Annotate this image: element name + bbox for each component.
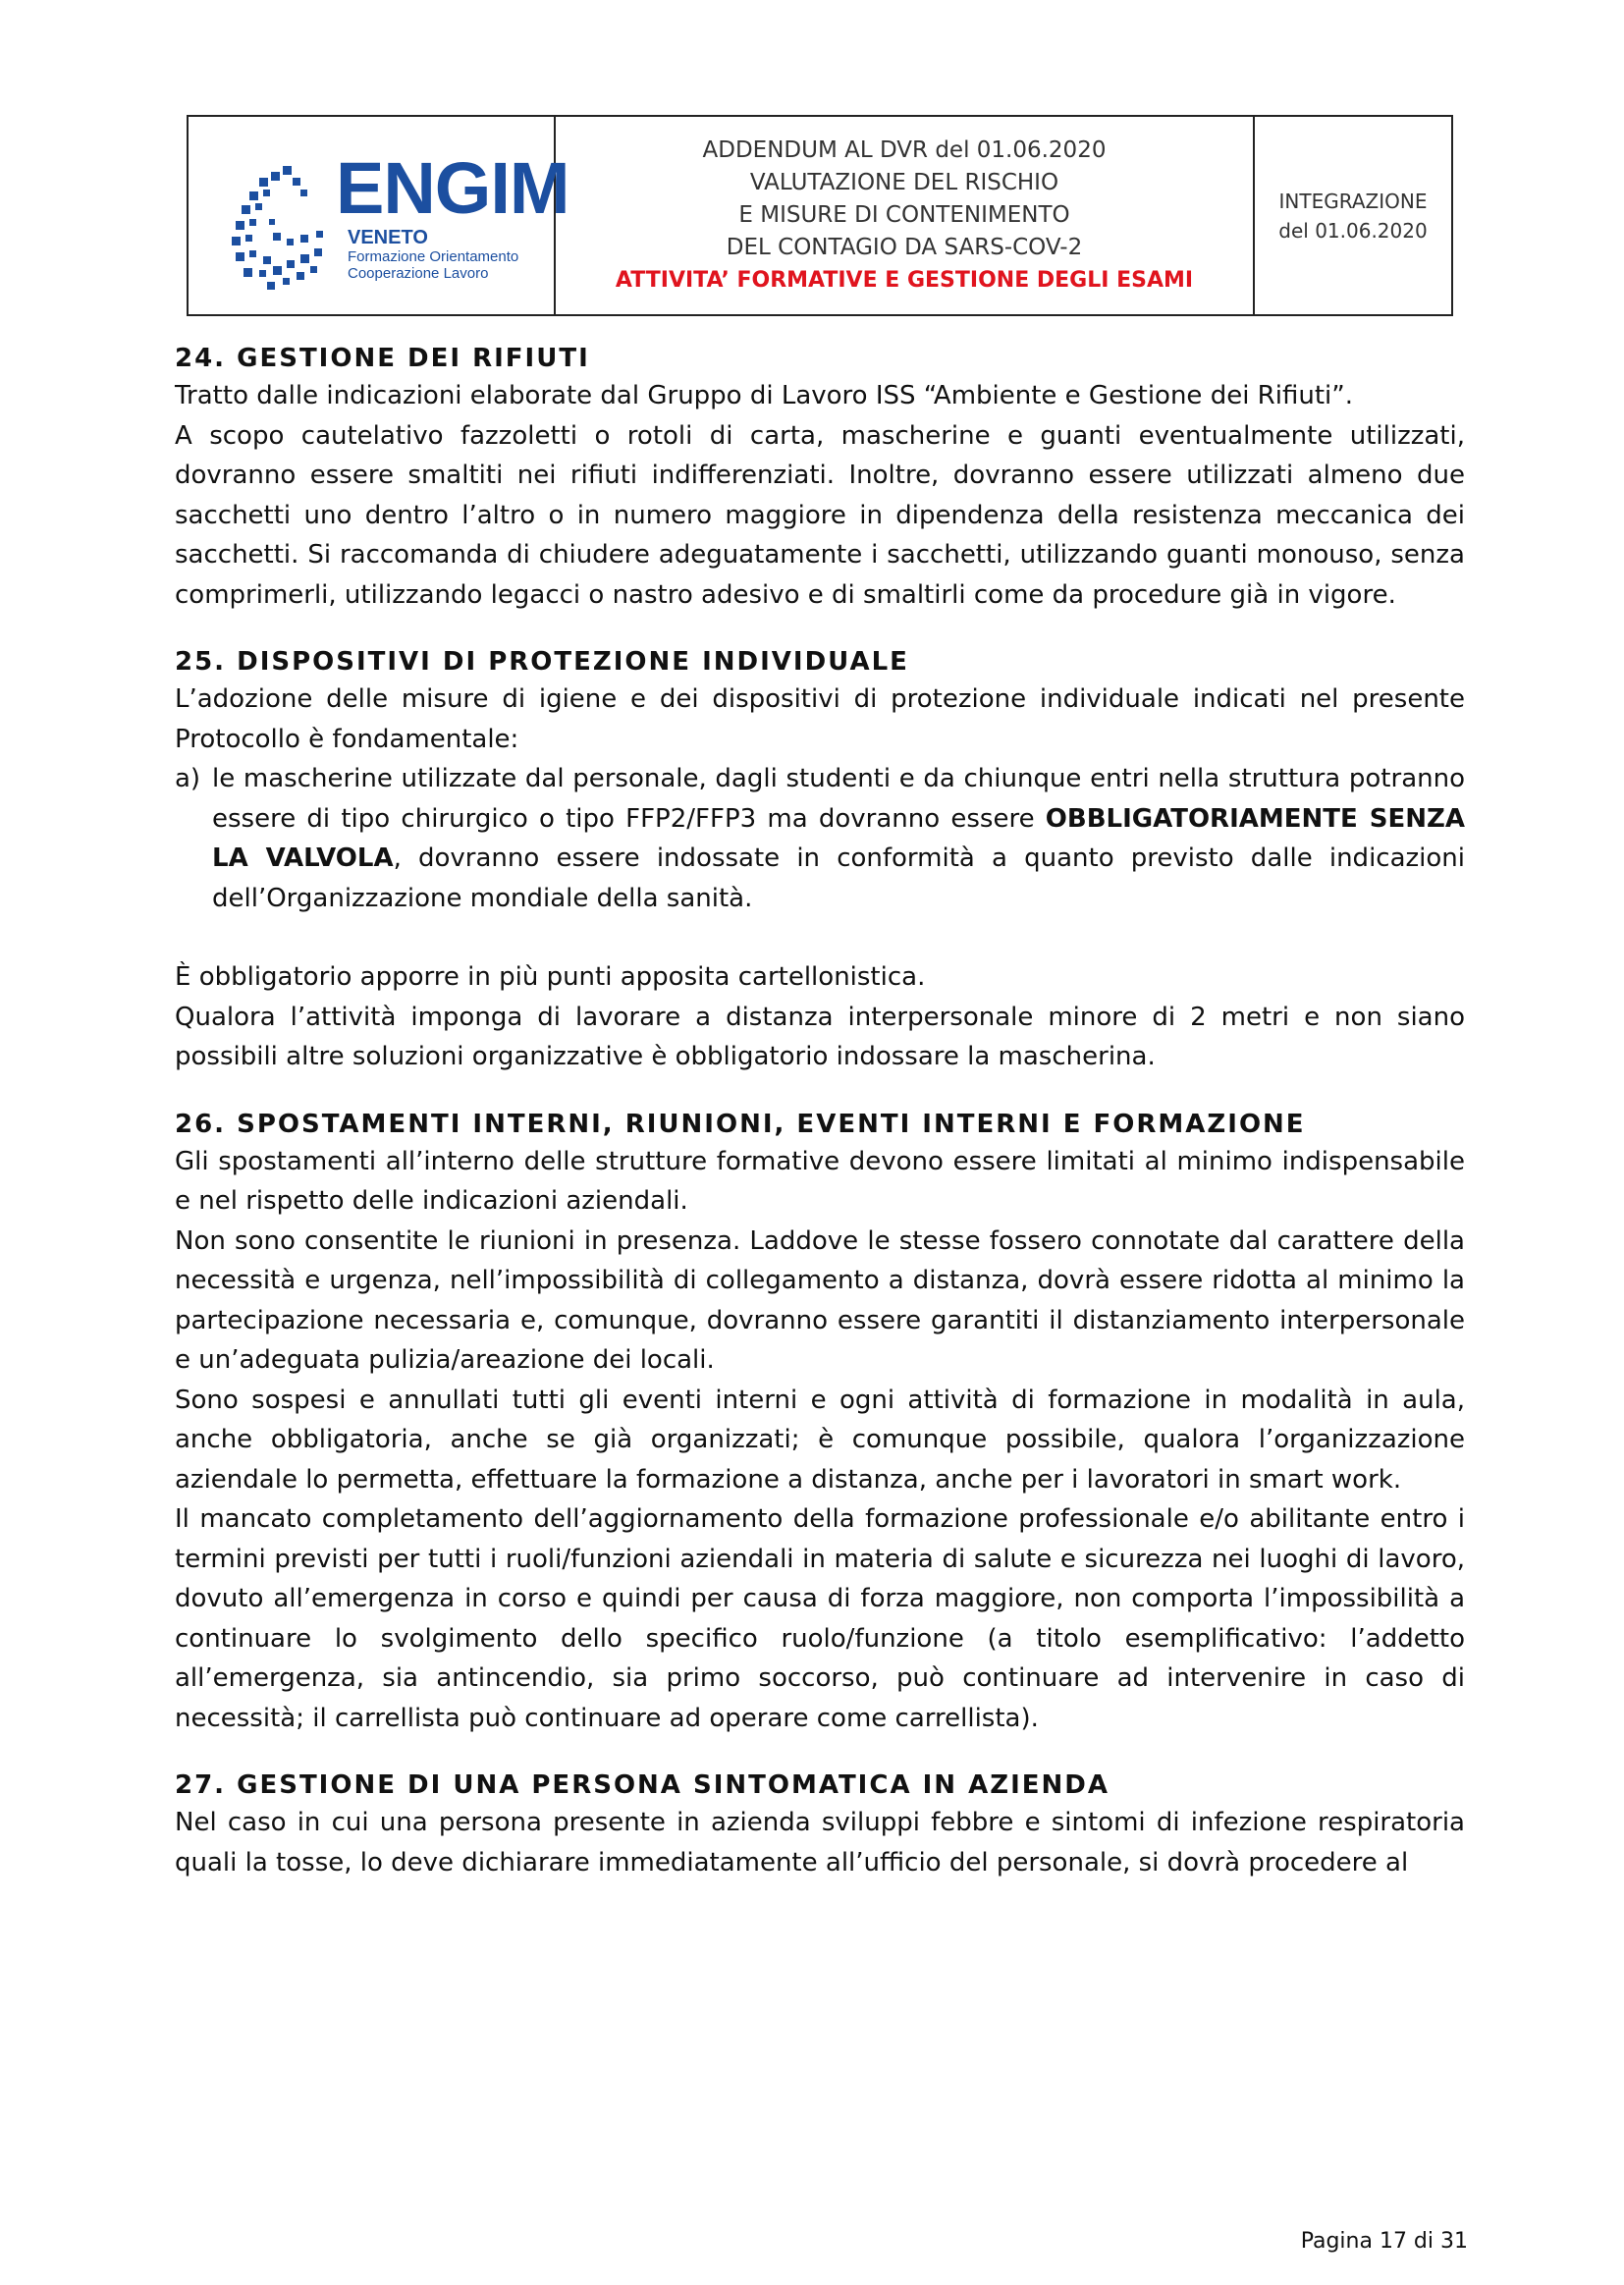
paragraph: Nel caso in cui una persona presente in azienda sviluppi febbre e sintomi di infezione respiratoria quali la tosse, lo deve dichiarare immediatamente all’ufficio del personale, si dovrà procedere al — [175, 1808, 1465, 1877]
paragraph: Non sono consentite le riunioni in presenza. Laddove le stesse fossero connotate dal carattere della necessità e urgenza, nell’impossibilità di collegamento a distanza, dovrà essere ridotta al minimo la partecipazione necessaria e, comunque, dovranno essere garantiti il distanziamento interpersonale e un’adeguata pulizia/areazione dei locali. — [175, 1225, 1465, 1375]
list-item-text-start: le mascherine utilizzate dal personale, dagli studenti e da chiunque entri nella struttura potranno essere di tipo chirurgico o tipo FFP2/FFP3 ma dovranno essere — [212, 764, 1465, 834]
integration-label: INTEGRAZIONE — [1278, 189, 1428, 213]
paragraph: Gli spostamenti all’interno delle strutture formative devono essere limitati al minimo indispensabile e nel rispetto delle indicazioni aziendali. — [175, 1146, 1465, 1216]
header-subtitle: ATTIVITA’ FORMATIVE E GESTIONE DEGLI ESAMI — [615, 268, 1194, 293]
header-title-line-4: DEL CONTAGIO DA SARS-COV-2 — [726, 235, 1083, 260]
list-marker: a) — [175, 764, 201, 793]
section-heading: 24. GESTIONE DEI RIFIUTI — [175, 344, 590, 373]
header-title-block — [556, 117, 1255, 314]
paragraph: Il mancato completamento dell’aggiornamento della formazione professionale e/o abilitante entro i termini previsti per tutti i ruoli/funzioni aziendali in materia di salute e sicurezza nei luoghi di lavoro, dovuto all’emergenza in corso e quindi per causa di forza maggiore, non comporta l’impossibilità a continuare lo svolgimento dello specifico ruolo/funzione (a titolo esemplificativo: l’addetto all’emergenza, sia antincendio, sia primo soccorso, può continuare ad intervenire in caso di necessità; il carrellista può continuare ad operare come carrellista). — [175, 1504, 1465, 1733]
header-title-line-2: VALUTAZIONE DEL RISCHIO — [749, 170, 1059, 195]
header-integration-block — [1255, 117, 1451, 314]
section-24 — [175, 341, 1465, 615]
logo-dots-icon — [208, 136, 336, 303]
logo-tagline — [348, 248, 518, 282]
paragraph: Sono sospesi e annullati tutti gli eventi interni e ogni attività di formazione in modalità in aula, anche obbligatoria, anche se già organizzati; è comunque possibile, qualora l’organizzazione aziendale lo permetta, effettuare la formazione a distanza, anche per i lavoratori in smart work. — [175, 1385, 1465, 1495]
paragraph: Tratto dalle indicazioni elaborate dal Gruppo di Lavoro ISS “Ambiente e Gestione dei Rifiuti”. — [175, 381, 1353, 410]
paragraph: È obbligatorio apporre in più punti apposita cartellonistica. — [175, 962, 926, 992]
list-item-emphasis: OBBLIGATORIAMENTE SENZA LA VALVOLA — [212, 803, 1465, 873]
logo-brand-text: ENGIM — [336, 147, 569, 229]
engim-logo — [189, 117, 569, 314]
logo-tagline-line2: Cooperazione Lavoro — [348, 265, 489, 282]
logo-region-text: VENETO — [348, 227, 428, 248]
section-25 — [175, 644, 1465, 1077]
logo-tagline-line1: Formazione Orientamento — [348, 248, 519, 265]
section-27 — [175, 1768, 1465, 1882]
paragraph: Qualora l’attività imponga di lavorare a distanza interpersonale minore di 2 metri e non siano possibili altre soluzioni organizzative è obbligatorio indossare la mascherina. — [175, 1002, 1465, 1071]
section-heading: 25. DISPOSITIVI DI PROTEZIONE INDIVIDUALE — [175, 647, 909, 677]
paragraph: A scopo cautelativo fazzoletti o rotoli di carta, mascherine e guanti eventualmente utilizzati, dovranno essere smaltiti nei rifiuti indifferenziati. Inoltre, dovranno essere utilizzati almeno due sacchetti uno dentro l’altro o in numero maggiore in dipendenza della resistenza meccanica dei sacchetti. Si raccomanda di chiudere adeguatamente i sacchetti, utilizzando guanti monouso, senza comprimerli, utilizzando legacci o nastro adesivo e di smaltirli come da procedure già in vigore. — [175, 420, 1465, 610]
header-title-line-3: E MISURE DI CONTENIMENTO — [738, 202, 1070, 228]
list-item-text-end: , dovranno essere indossate in conformità a quanto previsto dalle indicazioni dell’Organizzazione mondiale della sanità. — [212, 843, 1465, 913]
header-title-line-1: ADDENDUM AL DVR del 01.06.2020 — [702, 137, 1107, 163]
list-item-text — [212, 759, 1465, 918]
section-heading: 26. SPOSTAMENTI INTERNI, RIUNIONI, EVENTI INTERNI E FORMAZIONE — [175, 1109, 1306, 1139]
page-number: Pagina 17 di 31 — [1300, 2229, 1468, 2254]
document-body — [175, 341, 1465, 1912]
spacer — [175, 918, 1465, 957]
integration-date: del 01.06.2020 — [1278, 218, 1428, 243]
section-26 — [175, 1107, 1465, 1739]
paragraph: L’adozione delle misure di igiene e dei dispositivi di protezione individuale indicati nel presente Protocollo è fondamentale: — [175, 684, 1465, 754]
list-item — [175, 759, 1465, 918]
document-header — [187, 115, 1453, 316]
section-heading: 27. GESTIONE DI UNA PERSONA SINTOMATICA IN AZIENDA — [175, 1770, 1110, 1800]
